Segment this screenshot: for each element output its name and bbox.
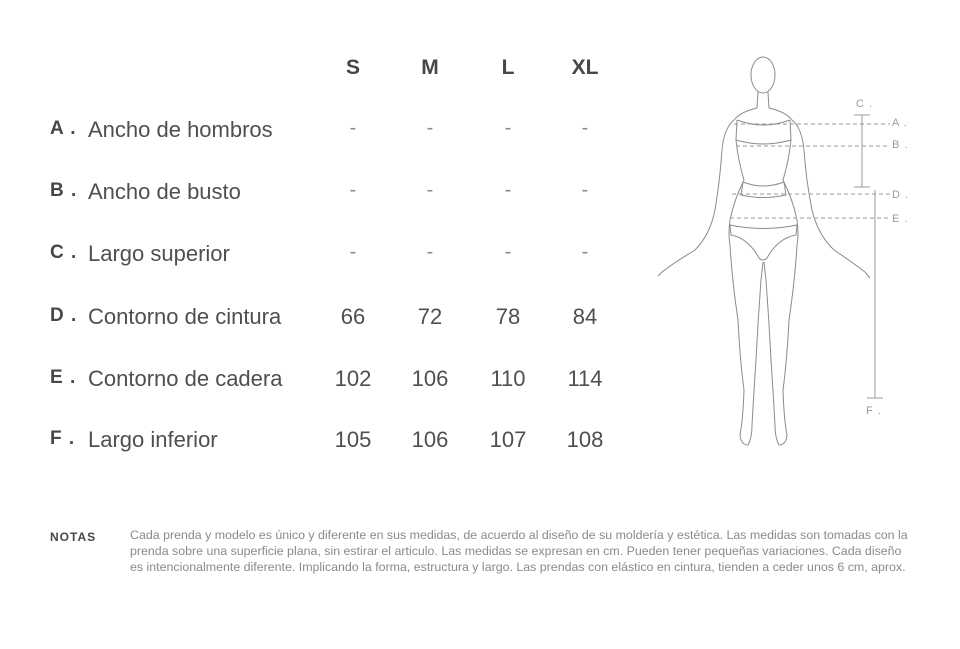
row-letter: F .: [50, 428, 76, 449]
figure-label-d: D .: [892, 189, 910, 201]
right-leg-outline: [764, 245, 797, 445]
value-xl: -: [581, 241, 589, 263]
size-header-l: L: [501, 56, 515, 79]
measure-row-d: [50, 305, 630, 335]
row-letter: A .: [50, 118, 77, 139]
row-letter: B .: [50, 180, 78, 201]
notes-title: NOTAS: [50, 530, 97, 544]
row-label: Contorno de cintura: [88, 304, 282, 329]
size-header-m: M: [421, 56, 439, 79]
value-m: -: [426, 179, 434, 201]
figure-label-f: F .: [866, 405, 882, 417]
value-l: 78: [495, 304, 521, 329]
row-label: Largo inferior: [88, 427, 218, 452]
value-xl: 84: [572, 304, 598, 329]
row-label: Ancho de busto: [88, 179, 241, 204]
figure-label-b: B .: [892, 139, 909, 151]
neck-outline: [757, 92, 769, 108]
value-s: 105: [334, 427, 372, 452]
value-xl: 108: [566, 427, 604, 452]
value-m: -: [426, 117, 434, 139]
measure-row-e: [50, 367, 630, 397]
top-hem: [741, 182, 786, 198]
row-letter: E .: [50, 367, 77, 388]
measure-row-b: [50, 180, 630, 210]
measure-row-a: [50, 118, 630, 148]
value-s: -: [349, 241, 357, 263]
row-letter: D .: [50, 305, 78, 326]
value-m: 106: [411, 427, 449, 452]
body-measurement-figure: [640, 40, 930, 465]
value-s: 102: [334, 366, 372, 391]
value-s: -: [349, 117, 357, 139]
value-m: -: [426, 241, 434, 263]
value-l: -: [504, 241, 512, 263]
value-l: 110: [490, 366, 526, 391]
row-label: Largo superior: [88, 241, 230, 266]
right-arm-outline: [769, 108, 865, 272]
value-xl: -: [581, 179, 589, 201]
briefs-outline: [730, 225, 797, 260]
row-label: Contorno de cadera: [88, 366, 283, 391]
value-m: 106: [411, 366, 449, 391]
value-s: 66: [340, 304, 366, 329]
figure-label-c: C .: [856, 98, 874, 110]
measure-row-c: [50, 242, 630, 272]
value-s: -: [349, 179, 357, 201]
value-l: -: [504, 179, 512, 201]
figure-label-a: A .: [892, 117, 908, 129]
measure-row-f: [50, 428, 630, 458]
left-leg-outline: [730, 245, 763, 445]
value-m: 72: [417, 304, 443, 329]
row-label: Ancho de hombros: [88, 117, 273, 142]
value-xl: 114: [567, 366, 603, 391]
value-l: 107: [489, 427, 527, 452]
size-header-xl: XL: [571, 56, 599, 79]
value-xl: -: [581, 117, 589, 139]
size-header-s: S: [345, 56, 360, 79]
left-arm-outline: [662, 108, 757, 272]
row-letter: C .: [50, 242, 78, 263]
value-l: -: [504, 117, 512, 139]
head-outline: [751, 57, 775, 93]
figure-illustration: [640, 40, 930, 460]
figure-label-e: E .: [892, 213, 909, 225]
notes-text: Cada prenda y modelo es único y diferente en sus medidas, de acuerdo al diseño de su moldería y estética. Las medidas son tomadas con la prenda sobre una superficie plana, sin estirar el articulo. Las medidas se expresan en cm. Pueden tener pequeñas variaciones. Cada diseño es intencionalmente diferente. Implicando la forma, estructura y largo. Las prendas con elástico en cintura, tienden a ceder unos 6 cm, aprox.: [130, 528, 908, 574]
